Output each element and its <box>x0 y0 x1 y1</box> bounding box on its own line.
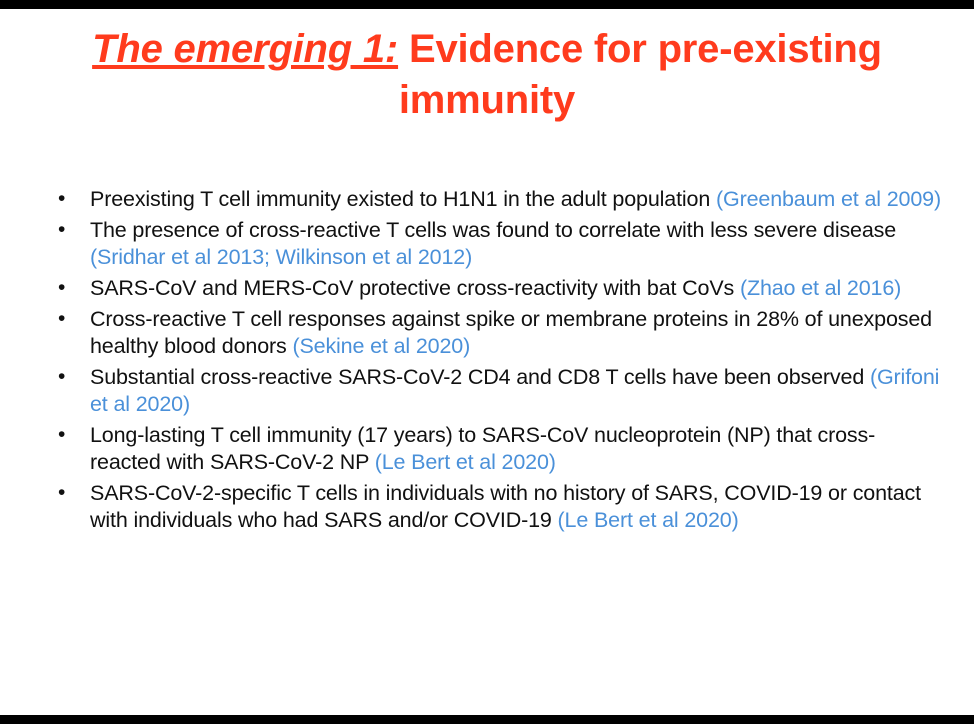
list-item <box>42 186 942 213</box>
list-item-citation: (Greenbaum et al 2009) <box>715 187 941 211</box>
bullet-marker-icon: • <box>58 480 66 504</box>
list-item-text: Cross-reactive T cell responses against spike or membrane proteins in 28% of unexposed healthy blood donors <box>90 306 932 358</box>
slide-title-rest: Evidence for pre-existing immunity <box>398 27 882 123</box>
list-item-citation: (Zhao et al 2016) <box>739 275 902 300</box>
list-item-text: The presence of cross-reactive T cells was found to correlate with less severe disease <box>90 217 897 242</box>
list-item-citation: (Le Bert et al 2020) <box>374 449 556 474</box>
bullet-list <box>42 186 942 538</box>
bullet-marker-icon: • <box>58 306 66 330</box>
slide-title-emphasis: The emerging 1: <box>92 27 399 71</box>
bullet-marker-icon: • <box>58 217 66 241</box>
list-item-text: Long-lasting T cell immunity (17 years) to SARS-CoV nucleoprotein (NP) that cross-reacted with SARS-CoV-2 NP <box>90 422 876 474</box>
list-item-text: Substantial cross-reactive SARS-CoV-2 CD4 and CD8 T cells have been observed <box>90 364 870 389</box>
list-item-text: SARS-CoV and MERS-CoV protective cross-reactivity with bat CoVs <box>90 275 740 300</box>
top-border-bar <box>0 0 974 9</box>
list-item <box>42 364 942 418</box>
bullet-marker-icon: • <box>58 422 66 446</box>
list-item-citation: (Sekine et al 2020) <box>292 333 471 358</box>
list-item <box>42 275 942 302</box>
slide-title <box>22 24 952 126</box>
bottom-border-bar <box>0 715 974 724</box>
list-item-citation: (Sridhar et al 2013; Wilkinson et al 2012) <box>90 244 473 269</box>
bullet-marker-icon: • <box>58 364 66 388</box>
bullet-marker-icon: • <box>58 275 66 299</box>
list-item <box>42 306 942 360</box>
list-item-text: SARS-CoV-2-specific T cells in individuals with no history of SARS, COVID-19 or contact with individuals who had SARS and/or COVID-19 <box>90 480 921 532</box>
list-item-citation: (Grifoni et al 2020) <box>90 364 940 416</box>
list-item-text: Preexisting T cell immunity existed to H1N1 in the adult population <box>90 187 716 211</box>
list-item <box>42 480 942 534</box>
list-item-citation: (Le Bert et al 2020) <box>557 507 739 532</box>
bullet-marker-icon: • <box>58 187 66 210</box>
list-item <box>42 217 942 271</box>
list-item <box>42 422 942 476</box>
